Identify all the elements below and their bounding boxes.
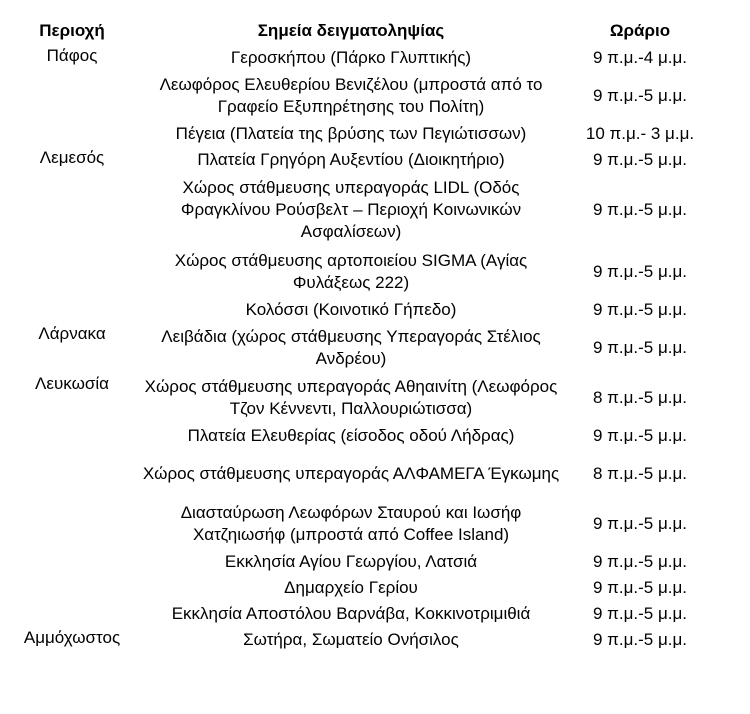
area-cell (8, 121, 136, 147)
sampling-point-cell: Πλατεία Ελευθερίας (είσοδος οδού Λήδρας) (187, 426, 515, 445)
hours-cell: 9 π.μ.-5 μ.μ. (592, 300, 688, 319)
sampling-point-cell: Εκκλησία Αγίου Γεωργίου, Λατσιά (224, 552, 478, 571)
hours-cell: 9 π.μ.-5 μ.μ. (592, 86, 688, 105)
area-cell (8, 499, 136, 549)
hours-cell: 9 π.μ.-5 μ.μ. (592, 200, 688, 219)
area-cell (8, 549, 136, 575)
header-hours: Ωράριο (609, 21, 671, 40)
table-row (8, 549, 714, 575)
hours-cell: 10 π.μ.- 3 μ.μ. (585, 124, 695, 143)
area-cell (8, 297, 136, 323)
sampling-point-cell: Λεωφόρος Ελευθερίου Βενιζέλου (μπροστά από το Γραφείο Εξυπηρέτησης του Πολίτη) (159, 75, 543, 116)
table-row (8, 423, 714, 449)
hours-cell: 9 π.μ.-4 μ.μ. (592, 48, 688, 67)
hours-cell: 9 π.μ.-5 μ.μ. (592, 604, 688, 623)
header-sampling-point: Σημεία δειγματοληψίας (257, 21, 445, 40)
area-cell: Λευκωσία (35, 374, 109, 393)
area-cell (8, 71, 136, 121)
table-row (8, 147, 714, 173)
table-row (8, 121, 714, 147)
table-row (8, 601, 714, 627)
sampling-point-cell: Εκκλησία Αποστόλου Βαρνάβα, Κοκκινοτριμιθιά (171, 604, 531, 623)
area-cell (8, 449, 136, 499)
hours-cell: 9 π.μ.-5 μ.μ. (592, 262, 688, 281)
sampling-point-cell: Κολόσσι (Κοινοτικό Γήπεδο) (245, 300, 457, 319)
hours-cell: 9 π.μ.-5 μ.μ. (592, 552, 688, 571)
hours-cell: 9 π.μ.-5 μ.μ. (592, 578, 688, 597)
table-row (8, 323, 714, 373)
table-row (8, 627, 714, 653)
sampling-point-cell: Χώρος στάθμευσης υπεραγοράς Αθηαινίτη (Λεωφόρος Τζον Κέννεντι, Παλλουριώτισσα) (144, 377, 558, 418)
area-cell: Λάρνακα (38, 324, 106, 343)
area-cell (8, 575, 136, 601)
area-cell: Λεμεσός (39, 148, 105, 167)
area-cell (8, 247, 136, 297)
sampling-point-cell: Λειβάδια (χώρος στάθμευσης Υπεραγοράς Στέλιος Ανδρέου) (161, 327, 541, 368)
sampling-point-cell: Χώρος στάθμευσης αρτοποιείου SIGMA (Αγίας Φυλάξεως 222) (174, 251, 528, 292)
hours-cell: 9 π.μ.-5 μ.μ. (592, 514, 688, 533)
header-area: Περιοχή (39, 21, 105, 40)
table-row (8, 173, 714, 247)
area-cell (8, 601, 136, 627)
sampling-point-cell: Πλατεία Γρηγόρη Αυξεντίου (Διοικητήριο) (197, 150, 505, 169)
area-cell (8, 173, 136, 247)
area-cell (8, 423, 136, 449)
table-row (8, 71, 714, 121)
table-row (8, 575, 714, 601)
hours-cell: 8 π.μ.-5 μ.μ. (592, 464, 688, 483)
sampling-point-cell: Χώρος στάθμευσης υπεραγοράς ΑΛΦΑΜΕΓΑ Έγκωμης (142, 464, 560, 483)
table-row (8, 297, 714, 323)
area-cell: Πάφος (46, 46, 98, 65)
table-row (8, 499, 714, 549)
sampling-point-cell: Δημαρχείο Γερίου (284, 578, 418, 597)
hours-cell: 9 π.μ.-5 μ.μ. (592, 630, 688, 649)
table-row (8, 373, 714, 423)
sampling-point-cell: Γεροσκήπου (Πάρκο Γλυπτικής) (230, 48, 472, 67)
table-row (8, 449, 714, 499)
hours-cell: 9 π.μ.-5 μ.μ. (592, 426, 688, 445)
sampling-point-cell: Χώρος στάθμευσης υπεραγοράς LIDL (Οδός Φραγκλίνου Ρούσβελτ – Περιοχή Κοινωνικών Ασφαλίσεων) (180, 178, 522, 241)
sampling-point-cell: Διασταύρωση Λεωφόρων Σταυρού και Ιωσήφ Χατζηιωσήφ (μπροστά από Coffee Island) (180, 503, 522, 544)
hours-cell: 9 π.μ.-5 μ.μ. (592, 150, 688, 169)
sampling-points-table (8, 20, 714, 653)
sampling-point-cell: Πέγεια (Πλατεία της βρύσης των Πεγιώτισσων) (175, 124, 527, 143)
sampling-point-cell: Σωτήρα, Σωματείο Ονήσιλος (243, 630, 459, 649)
table-header-row (8, 20, 714, 45)
hours-cell: 9 π.μ.-5 μ.μ. (592, 338, 688, 357)
hours-cell: 8 π.μ.-5 μ.μ. (592, 388, 688, 407)
table-row (8, 45, 714, 71)
area-cell: Αμμόχωστος (23, 628, 121, 647)
table-row (8, 247, 714, 297)
